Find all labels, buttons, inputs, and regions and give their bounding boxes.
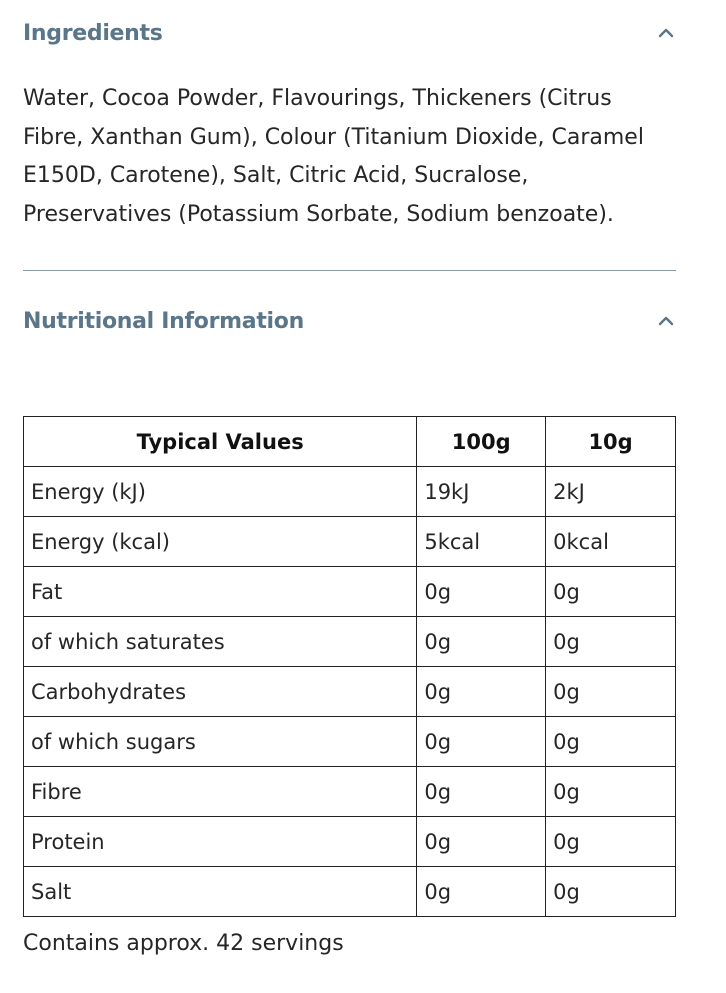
table-row [24,667,676,717]
chevron-up-icon[interactable] [658,313,674,329]
value-100g: 0g [417,767,546,817]
nutrient-name: Salt [24,867,417,917]
table-row [24,617,676,667]
value-100g: 0g [417,717,546,767]
value-100g: 0g [417,617,546,667]
nutrient-name: Fibre [24,767,417,817]
ingredients-accordion-header[interactable] [23,18,676,48]
value-10g: 2kJ [546,467,676,517]
value-10g: 0g [546,817,676,867]
ingredients-text: Water, Cocoa Powder, Flavourings, Thickeners (Citrus Fibre, Xanthan Gum), Colour (Titanium Dioxide, Caramel E150D, Carotene), Salt, Citric Acid, Sucralose, Preservatives (Potassium Sorbate, Sodium benzoate). [23,86,644,227]
nutrient-name: of which saturates [24,617,417,667]
nutrition-table [23,416,676,917]
nutrient-name: Energy (kcal) [24,517,417,567]
table-row [24,467,676,517]
chevron-up-icon[interactable] [658,25,674,41]
header-100g: 100g [417,417,546,467]
nutrient-name: Protein [24,817,417,867]
value-100g: 5kcal [417,517,546,567]
nutrient-name: of which sugars [24,717,417,767]
table-row [24,567,676,617]
value-100g: 0g [417,667,546,717]
value-10g: 0g [546,867,676,917]
nutrient-name: Energy (kJ) [24,467,417,517]
header-10g: 10g [546,417,676,467]
value-100g: 0g [417,817,546,867]
section-divider [23,270,676,271]
table-header-row [24,417,676,467]
servings-note: Contains approx. 42 servings [23,931,344,956]
value-100g: 0g [417,867,546,917]
ingredients-title: Ingredients [23,20,163,46]
nutrient-name: Carbohydrates [24,667,417,717]
value-10g: 0g [546,567,676,617]
table-row [24,867,676,917]
value-10g: 0g [546,617,676,667]
table-row [24,717,676,767]
nutrient-name: Fat [24,567,417,617]
value-10g: 0g [546,717,676,767]
table-row [24,817,676,867]
value-100g: 0g [417,567,546,617]
value-10g: 0g [546,667,676,717]
nutrition-title: Nutritional Information [23,308,304,334]
table-row [24,767,676,817]
value-100g: 19kJ [417,467,546,517]
value-10g: 0g [546,767,676,817]
nutrition-accordion-header[interactable] [23,306,676,336]
header-typical-values: Typical Values [24,417,417,467]
table-row [24,517,676,567]
value-10g: 0kcal [546,517,676,567]
